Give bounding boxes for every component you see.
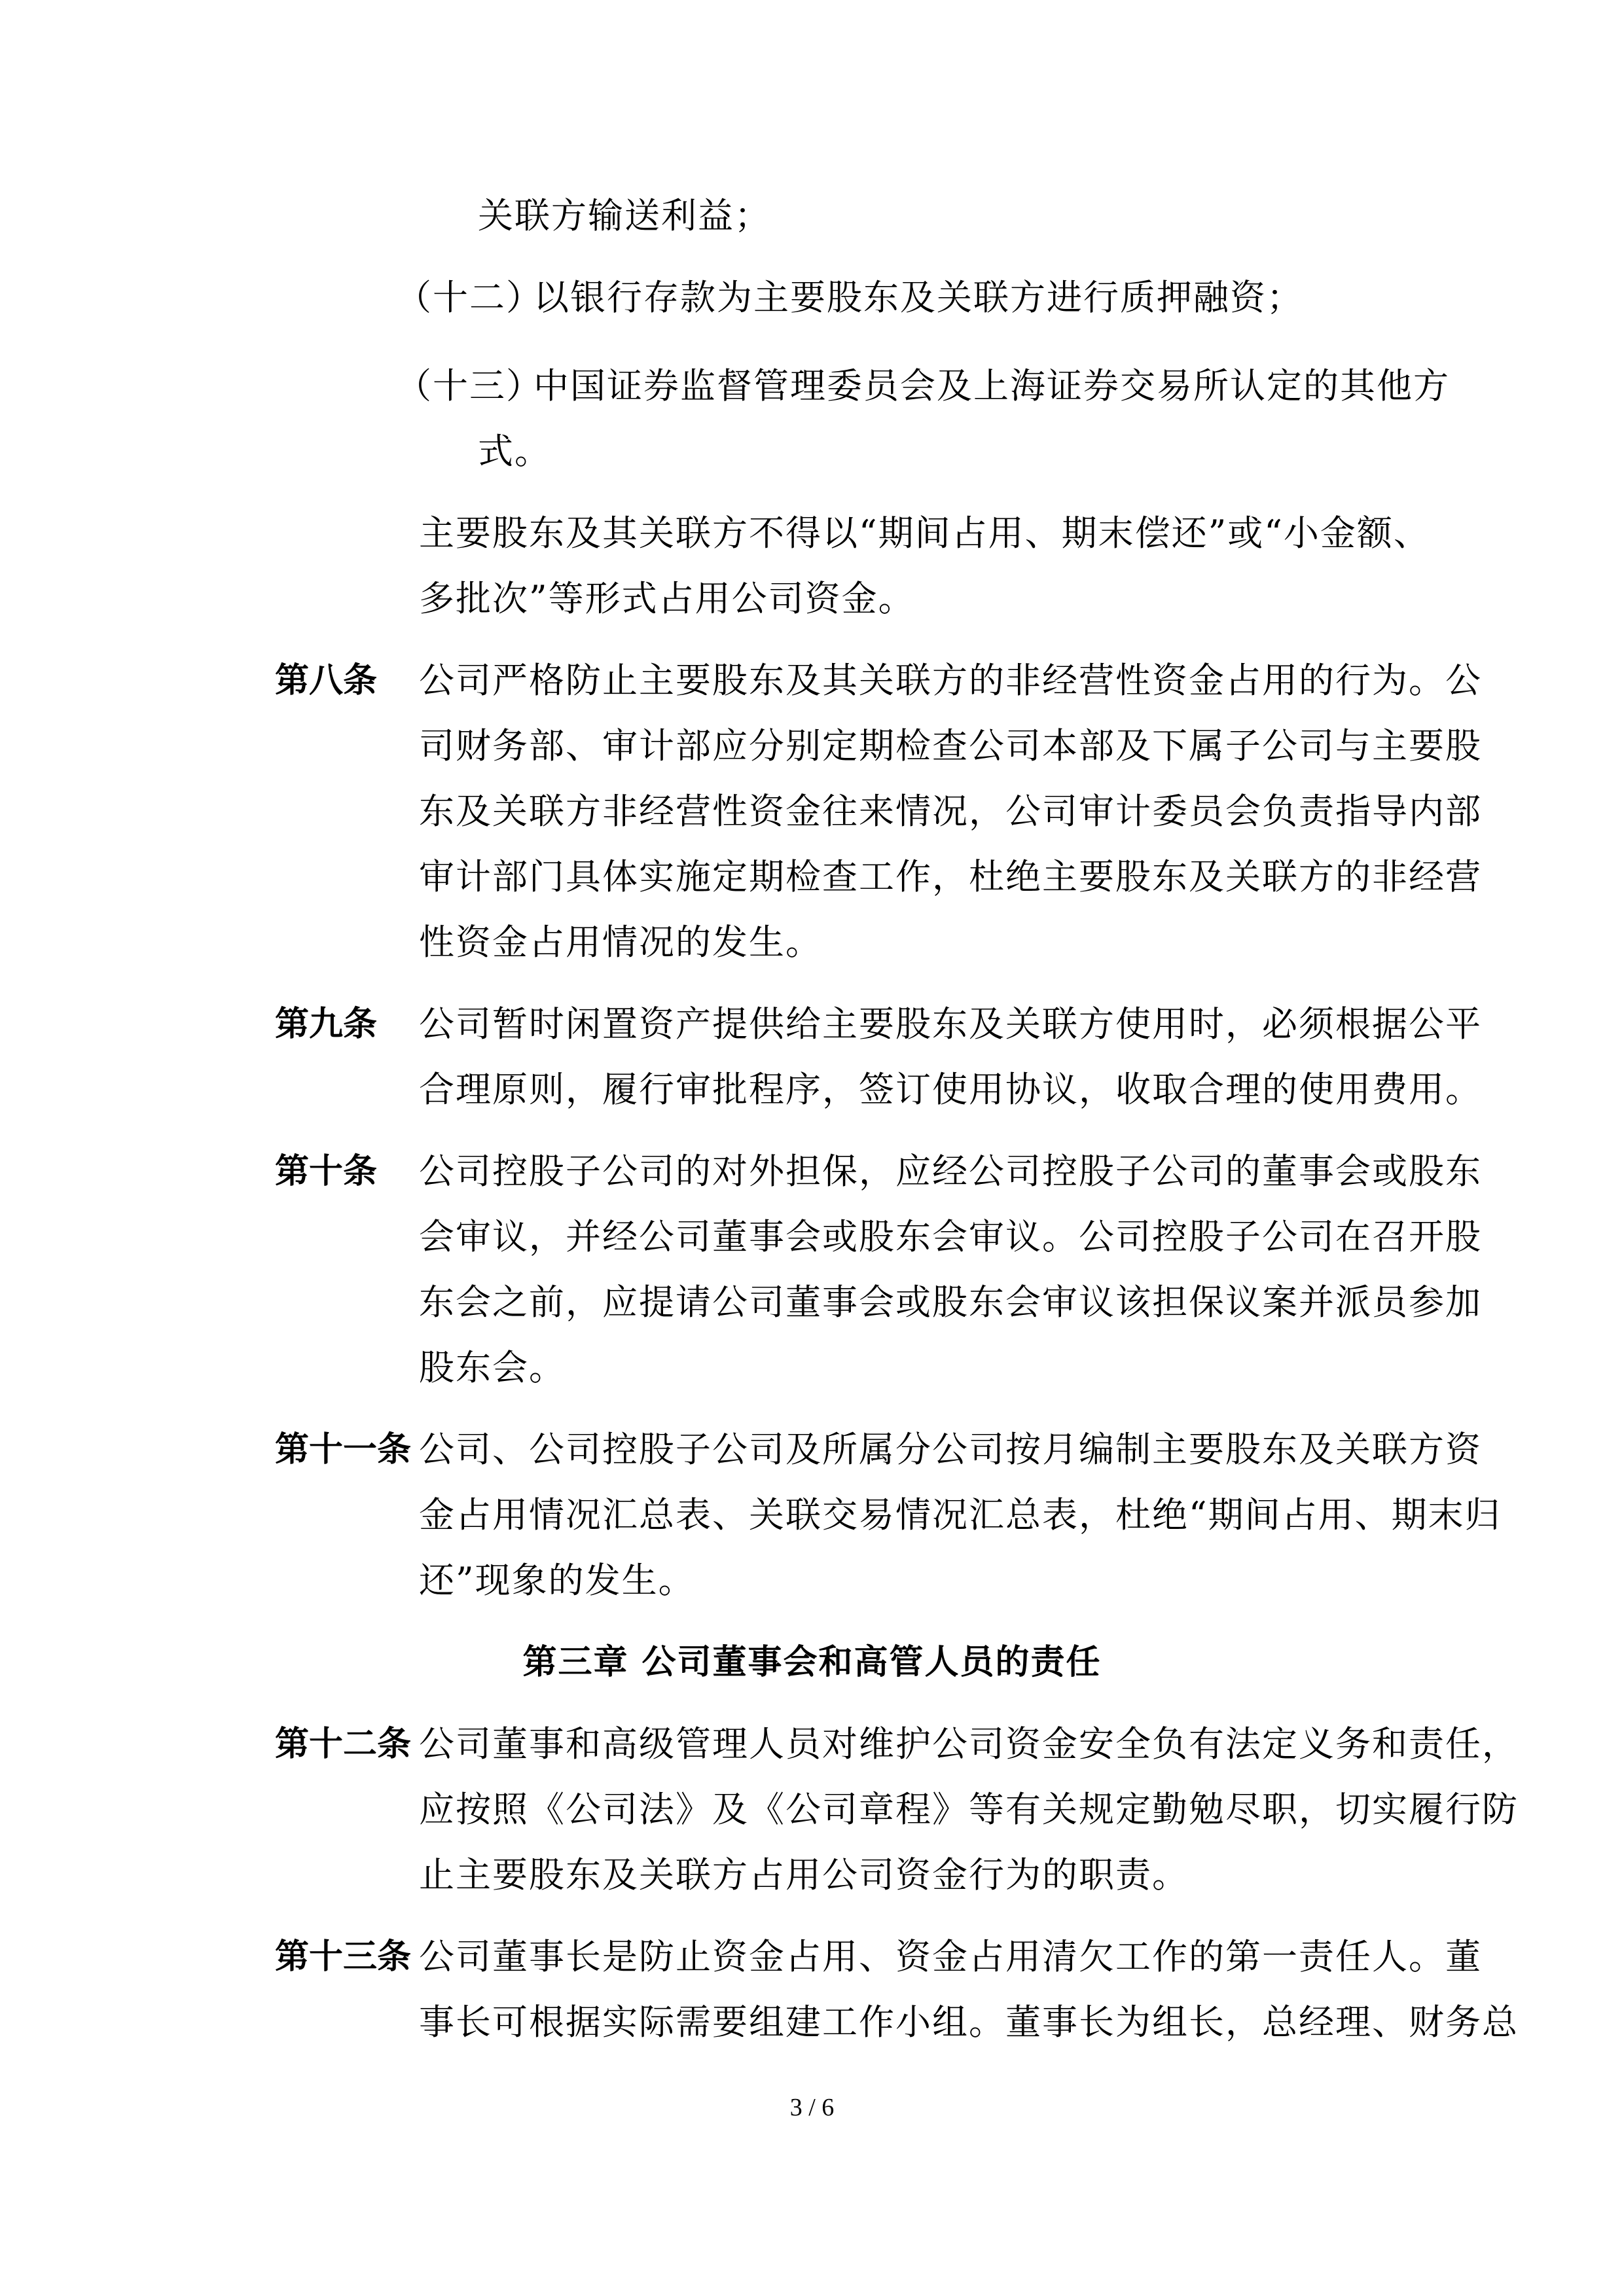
article-line: 应按照《公司法》及《公司章程》等有关规定勤勉尽职，切实履行防 [419,1789,1519,1830]
article-line: 司财务部、审计部应分别定期检查公司本部及下属子公司与主要股 [419,725,1482,766]
article-line: 审计部门具体实施定期检查工作，杜绝主要股东及关联方的非经营 [419,856,1482,897]
article-line: 公司董事和高级管理人员对维护公司资金安全负有法定义务和责任， [419,1723,1519,1765]
article-line: 公司董事长是防止资金占用、资金占用清欠工作的第一责任人。董 [419,1936,1482,1977]
text-line: 关联方输送利益； [478,195,771,236]
article-line: 公司控股子公司的对外担保，应经公司控股子公司的董事会或股东 [419,1151,1482,1192]
article-number: 第九条 [275,1005,378,1044]
article-line: 还”现象的发生。 [419,1560,695,1601]
article-line: 会审议，并经公司董事会或股东会审议。公司控股子公司在召开股 [419,1216,1482,1257]
item-label: （十三） [396,365,543,406]
article-line: 性资金占用情况的发生。 [419,922,822,963]
article-number: 第十条 [275,1152,378,1191]
page-number: 3 / 6 [789,2094,835,2121]
chapter-heading: 第三章 公司董事会和高管人员的责任 [522,1643,1102,1682]
item-text: 以银行存款为主要股东及关联方进行质押融资； [533,277,1303,318]
item-text: 式。 [478,431,551,472]
article-number: 第十二条 [275,1725,412,1764]
article-line: 事长可根据实际需要组建工作小组。董事长为组长，总经理、财务总 [419,2001,1519,2043]
article-line: 公司暂时闲置资产提供给主要股东及关联方使用时，必须根据公平 [419,1003,1482,1045]
item-label: （十二） [396,277,543,318]
article-line: 股东会。 [419,1347,566,1388]
article-number: 第十一条 [275,1430,412,1469]
article-line: 东及关联方非经营性资金往来情况，公司审计委员会负责指导内部 [419,791,1482,832]
article-line: 公司严格防止主要股东及其关联方的非经营性资金占用的行为。公 [419,660,1482,701]
item-text: 中国证券监督管理委员会及上海证券交易所认定的其他方 [533,365,1450,406]
paragraph-line: 多批次”等形式占用公司资金。 [419,578,915,619]
article-line: 东会之前，应提请公司董事会或股东会审议该担保议案并派员参加 [419,1282,1482,1323]
article-line: 公司、公司控股子公司及所属分公司按月编制主要股东及关联方资 [419,1429,1482,1470]
paragraph-line: 主要股东及其关联方不得以“期间占用、期末偿还”或“小金额、 [419,512,1430,554]
article-number: 第八条 [275,661,378,700]
article-line: 合理原则，履行审批程序，签订使用协议，收取合理的使用费用。 [419,1069,1482,1110]
article-line: 金占用情况汇总表、关联交易情况汇总表，杜绝“期间占用、期末归 [419,1494,1502,1535]
article-number: 第十三条 [275,1937,412,1977]
article-line: 止主要股东及关联方占用公司资金行为的职责。 [419,1854,1189,1895]
